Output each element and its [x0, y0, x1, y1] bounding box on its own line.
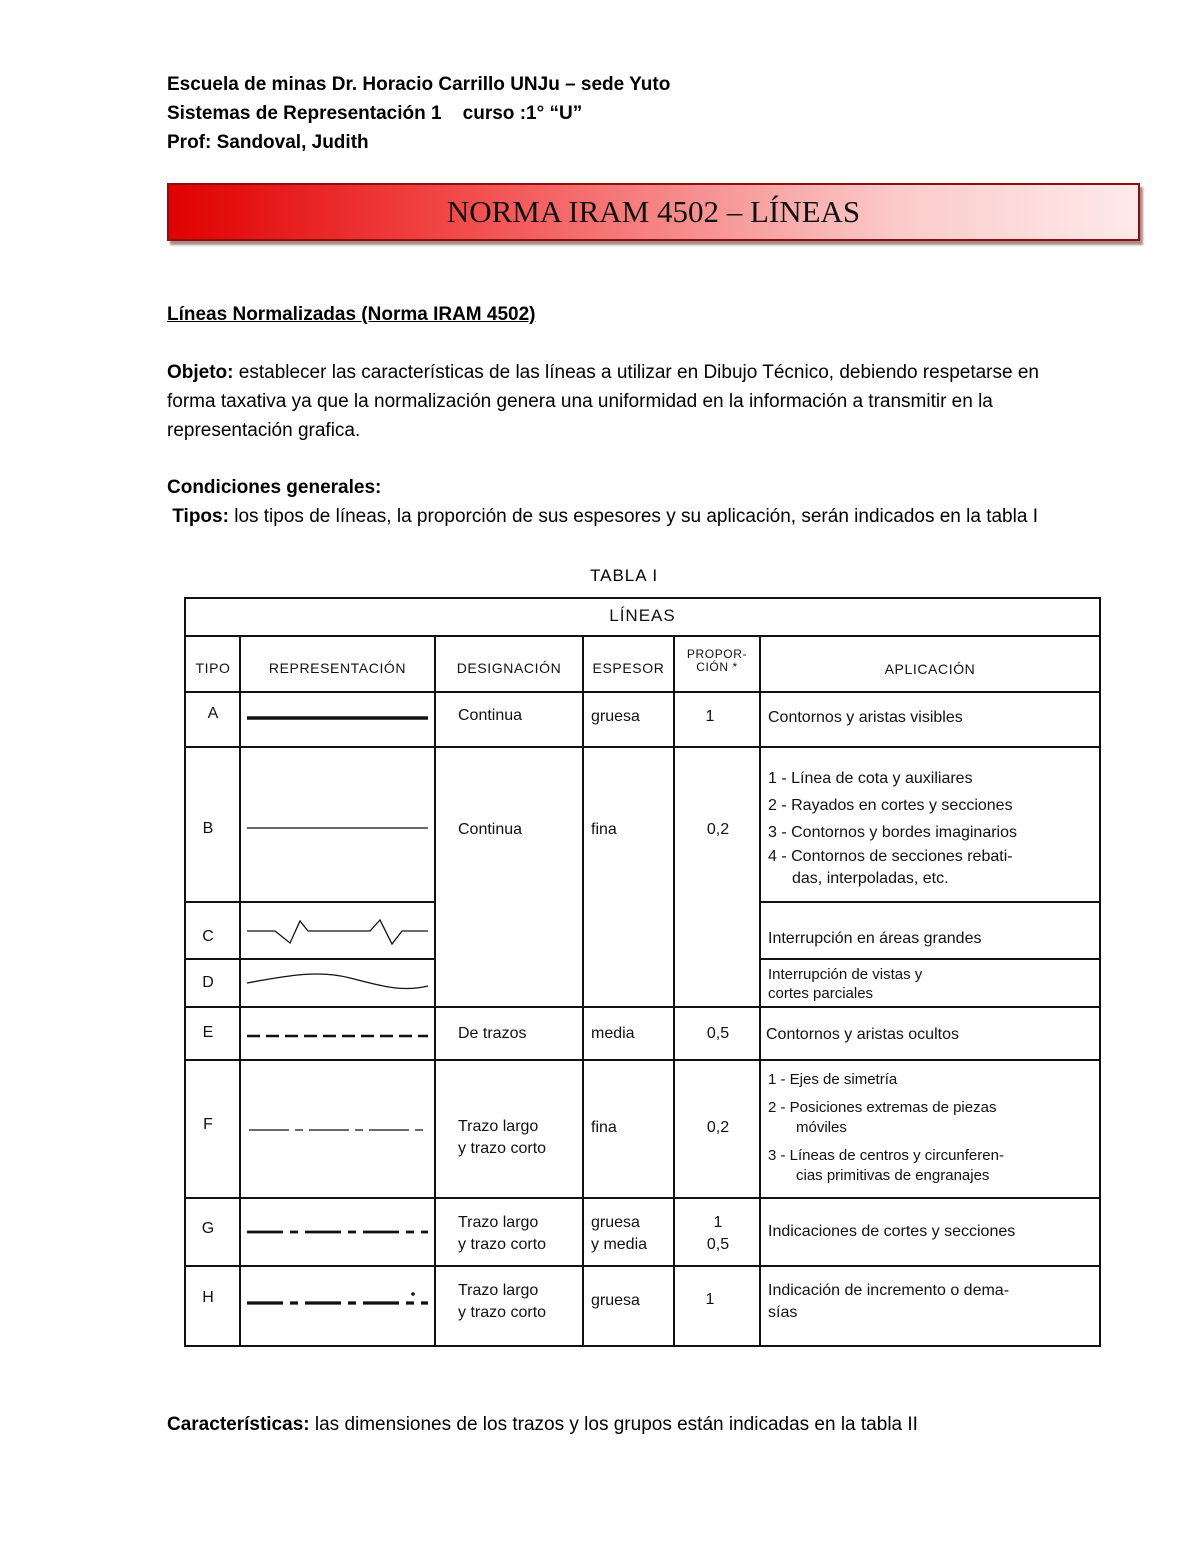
- header-proporcion-line2: CIÓN *: [696, 660, 738, 674]
- line-sample-d: [247, 974, 428, 989]
- row-b-designacion: Continua: [458, 821, 523, 838]
- row-f-tipo: F: [203, 1116, 213, 1133]
- row-b-ap1: 1 - Línea de cota y auxiliares: [768, 770, 973, 787]
- caracteristicas-label: Características:: [167, 1414, 310, 1435]
- row-e-aplicacion: Contornos y aristas ocultos: [766, 1026, 959, 1043]
- row-c-tipo: C: [202, 928, 214, 945]
- row-a-espesor: gruesa: [591, 708, 640, 725]
- row-h-ap1: Indicación de incremento o dema-: [768, 1282, 1010, 1299]
- row-f-ap3b: cias primitivas de engranajes: [796, 1167, 990, 1184]
- row-f-ap1: 1 - Ejes de simetría: [768, 1071, 898, 1088]
- header-proporcion-line1: PROPOR-: [686, 647, 748, 661]
- line-sample-c: [247, 920, 428, 944]
- row-h-designacion-2: y trazo corto: [458, 1304, 547, 1321]
- row-d-tipo: D: [202, 974, 214, 991]
- row-h-designacion-1: Trazo largo: [458, 1282, 539, 1299]
- row-b-ap2: 2 - Rayados en cortes y secciones: [768, 797, 1013, 814]
- row-b-aplicacion: [768, 765, 1017, 890]
- caracteristicas-text: las dimensiones de los trazos y los grupos están indicadas en la tabla II: [309, 1414, 918, 1435]
- tipos-label: Tipos:: [172, 506, 229, 527]
- row-b-tipo: B: [202, 820, 214, 837]
- row-e-proporcion: 0,5: [706, 1025, 730, 1042]
- row-h-designacion: [458, 1280, 546, 1324]
- row-e-designacion: De trazos: [458, 1025, 527, 1042]
- table-caption: TABLA I: [590, 566, 659, 585]
- row-f-designacion-1: Trazo largo: [458, 1118, 539, 1135]
- row-h-tipo: H: [202, 1289, 214, 1306]
- row-d-ap2: cortes parciales: [768, 985, 874, 1002]
- row-g-designacion-2: y trazo corto: [458, 1236, 547, 1253]
- row-g-designacion: [458, 1212, 546, 1256]
- row-g-espesor: [591, 1212, 647, 1256]
- line-sample-h-dot: [411, 1292, 415, 1296]
- banner-title: NORMA IRAM 4502 – LÍNEAS: [446, 194, 861, 229]
- row-h-espesor: gruesa: [591, 1292, 640, 1309]
- row-f-ap2b: móviles: [796, 1119, 847, 1136]
- row-c-aplicacion: Interrupción en áreas grandes: [768, 930, 982, 947]
- course-line: Sistemas de Representación 1 curso :1° “U”: [167, 103, 583, 124]
- row-a-designacion: Continua: [458, 707, 523, 724]
- row-f-ap2a: 2 - Posiciones extremas de piezas: [768, 1099, 997, 1116]
- row-d-aplicacion: [768, 965, 922, 1003]
- row-h-aplicacion: [768, 1280, 1009, 1324]
- professor-line: Prof: Sandoval, Judith: [167, 132, 369, 153]
- row-g-espesor-2: y media: [591, 1236, 648, 1253]
- row-e-espesor: media: [591, 1025, 635, 1042]
- row-h-proporcion: 1: [705, 1291, 715, 1308]
- row-a-aplicacion: Contornos y aristas visibles: [768, 709, 963, 726]
- objeto-label: Objeto:: [167, 362, 234, 383]
- row-g-espesor-1: gruesa: [591, 1214, 640, 1231]
- row-b-proporcion: 0,2: [706, 821, 730, 838]
- row-f-designacion: [458, 1116, 546, 1160]
- objeto-text: establecer las características de las líneas a utilizar en Dibujo Técnico, debiendo respetarse en forma taxativa ya que la normalización genera una uniformidad en la información a transmitir en la representación grafica.: [167, 362, 1039, 441]
- row-g-designacion-1: Trazo largo: [458, 1214, 539, 1231]
- row-b-ap4b: das, interpoladas, etc.: [792, 870, 949, 887]
- header-aplicacion: APLICACIÓN: [884, 661, 976, 677]
- caracteristicas-paragraph: [167, 1410, 1067, 1439]
- row-f-proporcion: 0,2: [706, 1119, 730, 1136]
- row-g-proporcion-2: 0,5: [706, 1236, 730, 1253]
- header-espesor: ESPESOR: [592, 660, 665, 676]
- row-e-tipo: E: [202, 1024, 214, 1041]
- condiciones-title: Condiciones generales:: [167, 477, 382, 498]
- row-f-aplicacion: [768, 1070, 1004, 1186]
- row-b-espesor: fina: [591, 821, 617, 838]
- row-h-ap2: sías: [768, 1304, 798, 1321]
- row-b-ap3: 3 - Contornos y bordes imaginarios: [768, 824, 1018, 841]
- table-group-header: LÍNEAS: [609, 606, 676, 625]
- row-d-ap1: Interrupción de vistas y: [768, 966, 923, 983]
- row-g-tipo: G: [201, 1220, 215, 1237]
- row-f-ap3a: 3 - Líneas de centros y circunferen-: [768, 1147, 1004, 1164]
- header-proporcion: [674, 648, 760, 674]
- row-g-aplicacion: Indicaciones de cortes y secciones: [768, 1223, 1016, 1240]
- header-tipo: TIPO: [195, 660, 231, 676]
- header-designacion: DESIGNACIÓN: [456, 660, 562, 676]
- row-g-proporcion-1: 1: [713, 1214, 723, 1231]
- row-a-proporcion: 1: [705, 708, 715, 725]
- row-a-tipo: A: [207, 705, 219, 722]
- row-f-espesor: fina: [591, 1119, 617, 1136]
- row-g-proporcion: [674, 1212, 762, 1256]
- row-b-ap4a: 4 - Contornos de secciones rebati-: [768, 848, 1013, 865]
- header-representacion: REPRESENTACIÓN: [268, 660, 407, 676]
- school-line: Escuela de minas Dr. Horacio Carrillo UNJu – sede Yuto: [167, 74, 671, 95]
- row-f-designacion-2: y trazo corto: [458, 1140, 547, 1157]
- section-title: Líneas Normalizadas (Norma IRAM 4502): [167, 304, 536, 325]
- tipos-text: los tipos de líneas, la proporción de sus espesores y su aplicación, serán indicados en la tabla I: [228, 506, 1038, 527]
